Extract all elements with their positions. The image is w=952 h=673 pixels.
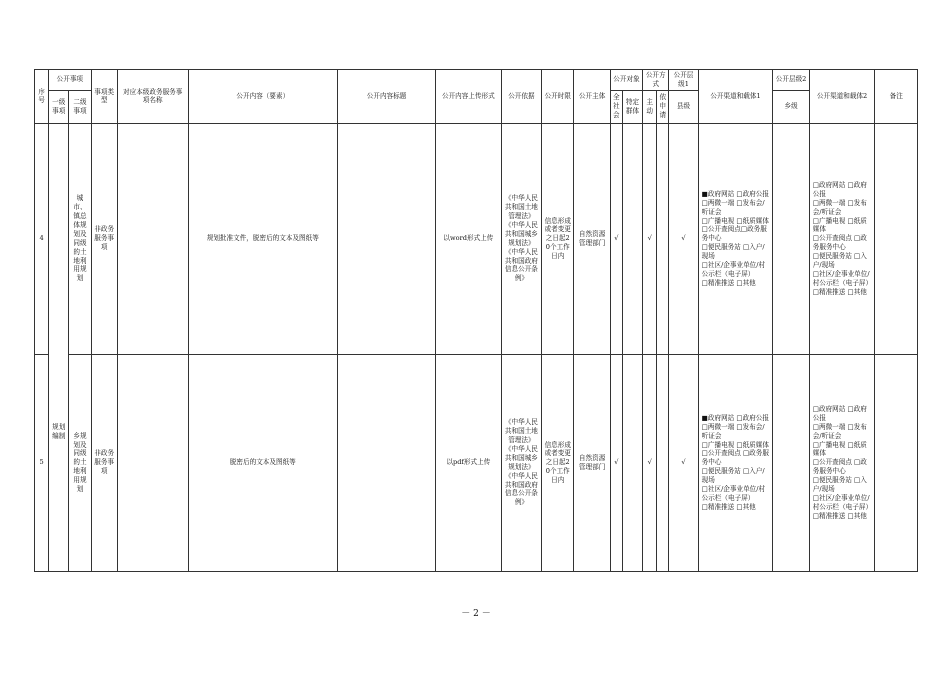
header-item-l2: 二级事项	[69, 90, 91, 123]
row-channel1	[698, 354, 773, 571]
header-channel1: 公开渠道和载体1	[698, 70, 773, 124]
row-level2	[773, 123, 809, 354]
channel-option: □社区/企事业单位/村公示栏（电子屏）	[812, 493, 873, 511]
row-upload-form: 以pdf形式上传	[436, 354, 502, 571]
channel-option: □精准推送 □其他	[812, 511, 867, 520]
header-target-specific: 特定群体	[622, 90, 642, 123]
disclosure-table	[34, 69, 918, 572]
header-seq: 序号	[35, 70, 49, 124]
header-method-active: 主动	[643, 90, 657, 123]
header-item-l1: 一级事项	[49, 90, 69, 123]
row-method-active: √	[643, 354, 657, 571]
header-service-name: 对应本级政务服务事项名称	[117, 70, 188, 124]
row-channel2	[809, 354, 875, 571]
row-target-all: √	[610, 354, 622, 571]
header-remark: 备注	[875, 70, 918, 124]
channel-option: □社区/企事业单位/村公示栏（电子屏）	[701, 261, 766, 278]
header-level1: 县级	[669, 90, 698, 123]
row-basis: 《中华人民共和国土地管理法》《中华人民共和国城乡规划法》《中华人民共和国政府信息公开条例》	[501, 123, 541, 354]
header-subject: 公开主体	[574, 70, 610, 124]
channel-option: □社区/企事业单位/村公示栏（电子屏）	[812, 269, 873, 287]
table-row	[35, 354, 918, 571]
header-content: 公开内容（要素）	[188, 70, 338, 124]
header-time-limit: 公开时限	[542, 70, 574, 124]
row-service-name	[117, 354, 188, 571]
header-level1-group: 公开层级1	[669, 70, 698, 91]
header-level2-group: 公开层级2	[773, 70, 809, 91]
header-target-all: 全社会	[610, 90, 622, 123]
channel-option: □两微一端 □发布会/听证会	[701, 198, 765, 216]
channel-option: □政府网站 □政府公报	[812, 180, 867, 198]
channel-option: □便民服务站 □入户/现场	[701, 467, 765, 485]
header-method-request: 依申请	[657, 90, 669, 123]
channel-option: □广播电视 □纸质媒体	[701, 216, 769, 225]
header-upload-form: 公开内容上传形式	[436, 70, 502, 124]
row-remark	[875, 354, 918, 571]
row-subject: 自然资源管理部门	[574, 354, 610, 571]
row-item-l1	[49, 123, 69, 571]
row-target-all: √	[610, 123, 622, 354]
row-content-title	[338, 354, 436, 571]
channel-option: □便民服务站 □入户/现场	[701, 243, 765, 261]
row-target-specific	[622, 354, 642, 571]
header-method-group: 公开方式	[643, 70, 669, 91]
channel-option: □便民服务站 □入户/现场	[812, 476, 867, 493]
row-channel1	[698, 123, 773, 354]
channel-option: □公开查阅点 □政务服务中心	[812, 234, 867, 252]
channel-option: □广播电视 □纸质媒体	[812, 440, 867, 458]
channel-option: □便民服务站 □入户/现场	[812, 252, 867, 269]
channel-option: □广播电视 □纸质媒体	[701, 440, 769, 449]
row-level1: √	[669, 354, 698, 571]
header-channel2: 公开渠道和载体2	[809, 70, 875, 124]
header-row-1	[35, 70, 918, 91]
channel-option: □两微一端 □发布会/听证会	[812, 198, 867, 216]
channel-option: □精准推送 □其他	[812, 287, 867, 296]
page-number: － 2 －	[461, 609, 491, 619]
header-basis: 公开依据	[501, 70, 541, 124]
row-level2	[773, 354, 809, 571]
channel-option: ■政府网站 □政府公报	[701, 413, 769, 422]
channel-option: □公开查阅点 □政务服务中心	[812, 458, 867, 476]
item-l1-label: 规划编制	[52, 423, 66, 441]
channel-option: □精准推送 □其他	[701, 278, 756, 287]
channel-option: ■政府网站 □政府公报	[701, 189, 769, 198]
channel-option: □广播电视 □纸质媒体	[812, 216, 867, 234]
row-item-type: 非政务服务事项	[91, 354, 117, 571]
row-remark	[875, 123, 918, 354]
row-subject: 自然资源管理部门	[574, 123, 610, 354]
header-item-group: 公开事项	[49, 70, 91, 91]
row-basis: 《中华人民共和国土地管理法》《中华人民共和国城乡规划法》《中华人民共和国政府信息公开条例》	[501, 354, 541, 571]
channel-option: □社区/企事业单位/村公示栏（电子屏）	[701, 485, 766, 502]
row-item-l2: 城市、镇总体规划及同级的土地利用规划	[69, 123, 91, 354]
row-item-l2: 乡规划及同级的土地利用规划	[69, 354, 91, 571]
row-method-active: √	[643, 123, 657, 354]
row-upload-form: 以word形式上传	[436, 123, 502, 354]
table-row	[35, 123, 918, 354]
header-target-group: 公开对象	[610, 70, 642, 91]
row-time-limit: 信息形成或者变更之日起20个工作日内	[542, 123, 574, 354]
row-channel2	[809, 123, 875, 354]
row-content-title	[338, 123, 436, 354]
channel-option: □两微一端 □发布会/听证会	[812, 422, 867, 440]
header-content-title: 公开内容标题	[338, 70, 436, 124]
row-target-specific	[622, 123, 642, 354]
channel-option: □两微一端 □发布会/听证会	[701, 422, 765, 440]
channel-option: □公开查阅点 □政务服务中心	[701, 449, 769, 467]
row-level1: √	[669, 123, 698, 354]
channel-option: □精准推送 □其他	[701, 502, 756, 511]
row-service-name	[117, 123, 188, 354]
channel-option: □政府网站 □政府公报	[812, 404, 867, 422]
channel-option: □公开查阅点□政务服务中心	[701, 225, 767, 243]
row-time-limit: 信息形成或者变更之日起20个工作日内	[542, 354, 574, 571]
row-seq: 4	[35, 123, 49, 354]
row-item-type: 非政务服务事项	[91, 123, 117, 354]
row-method-request	[657, 354, 669, 571]
row-content: 规划批准文件，脱密后的文本及图纸等	[188, 123, 338, 354]
header-level2: 乡级	[773, 90, 809, 123]
header-item-type: 事项类型	[91, 70, 117, 124]
row-seq: 5	[35, 354, 49, 571]
row-content: 脱密后的文本及图纸等	[188, 354, 338, 571]
row-method-request	[657, 123, 669, 354]
